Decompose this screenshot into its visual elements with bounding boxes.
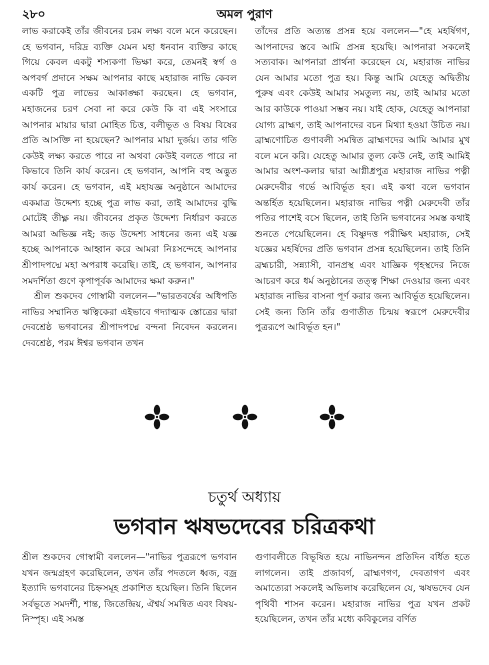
top-right-column xyxy=(255,24,470,336)
running-title: অমল পুরাণ xyxy=(216,7,273,21)
page-number: ২৮০ xyxy=(22,7,46,21)
top-text-section xyxy=(22,24,470,384)
flower-ornament-icon xyxy=(232,404,258,430)
paragraph: শ্রীল শুকদেব গোস্বামী বললেন—"ভারতবর্ষের অধিপতি নাভির সম্মানিত ঋত্বিকেরা এইভাবে গদ্যাত্মক স্তোত্রের দ্বারা দেবশ্রেষ্ঠ ভগবানের শ্রীপাদপদ্মে বন্দনা নিবেদন করলেন। দেবশ্রেষ্ঠ, পরম ঈশ্বর ভগবান তখন xyxy=(22,291,237,349)
flower-ornament-icon xyxy=(144,404,170,430)
chapter-title: ভগবান ঋষভদেবের চরিত্রকথা xyxy=(114,515,375,540)
bottom-left-column xyxy=(22,550,237,628)
chapter-label: চতুর্থ অধ্যায় xyxy=(208,488,281,506)
flower-ornament-icon xyxy=(319,404,345,430)
paragraph: শ্রীল শুকদেব গোস্বামী বললেন—"নাভির পুত্ররূপে ভগবান যখন জন্মগ্রহণ করেছিলেন, তখন তাঁর পদতলে ধ্বজ, বজ্র ইত্যাদি ভগবানের চিহ্নসমূহ প্রকাশিত হয়েছিল। তিনি ছিলেন সর্বভূতে সমদর্শী, শান্ত, জিতেন্দ্রিয়, ঐশ্বর্য সমন্বিত এবং বিষয়-নিস্পৃহ। এই সমস্ত xyxy=(22,552,237,626)
bottom-text-section xyxy=(22,550,470,662)
page-header xyxy=(22,6,467,22)
paragraph: লাভ করাকেই তাঁর জীবনের চরম লক্ষ্য বলে মনে করেছেন। হে ভগবান, দরিদ্র ব্যক্তি যেমন মহা ধনবান ব্যক্তির কাছে গিয়ে কেবল একটু শস্যকণা ভিক্ষা করে, তেমনই স্বর্গ ও অপবর্গ প্রদানে সক্ষম আপনার কাছে মহারাজ নাভি কেবল একটি পুত্র লাভের আকাঙ্ক্ষা করছেন। হে ভগবান, মহাজনের চরণ সেবা না করে কেউ কি বা এই সংসারে আপনার মায়ার দ্বারা মোহিত চিত্ত, বলীভূত ও বিষয় বিষের প্রতি আসক্তি না হয়েছেন? আপনার মায়া দুর্জয়। তার গতি কেউই লক্ষ্য করতে পারে না অথবা কেউই বলতে পারে না কিভাবে তিনি কার্য করেন। হে ভগবান, আপনি বহু অদ্ভুত কার্য করেন। হে ভগবান, এই মহাযজ্ঞ অনুষ্ঠানে আমাদের একমাত্র উদ্দেশ্য হচ্ছে পুত্র লাভ করা, তাই আমাদের বুদ্ধি মোটেই তীক্ষ্ণ নয়। জীবনের প্রকৃত উদ্দেশ্য নির্ধারণ করতে আমরা অভিজ্ঞ নই; জড় উদ্দেশ্য সাধনের জন্য এই যজ্ঞ হচ্ছে আপনাকে আহ্বান করে আমরা নিঃসন্দেহে আপনার শ্রীপাদপদ্মে মহা অপরাধ করেছি। তাই, হে ভগবান, আপনার সমদর্শিতা গুণে কৃপাপূর্বক আমাদের ক্ষমা করুন।" xyxy=(22,26,237,287)
section-divider-ornaments xyxy=(0,404,489,434)
top-left-column xyxy=(22,24,237,351)
paragraph: গুণাবলীতে বিভূষিত হয়ে নাভিনন্দন প্রতিদিন বর্ধিত হতে লাগলেন। তাই প্রজাবর্গ, ব্রাহ্মণগণ, দেবতাগণ এবং অমাত্যেরা সকলেই অভিলাষ করেছিলেন যে, ঋষভদেব যেন পৃথিবী শাসন করেন। মহারাজ নাভির পুত্র যখন প্রকট হয়েছিলেন, তখন তাঁর মধ্যে কবিকুলের বর্ণিত xyxy=(255,552,470,626)
bottom-right-column xyxy=(255,550,470,628)
paragraph: তাঁদের প্রতি অত্যন্ত প্রসন্ন হয়ে বললেন—"হে মহর্ষিগণ, আপনাদের স্তবে আমি প্রসন্ন হয়েছি। আপনারা সকলেই সত্যবাক। আপনারা প্রার্থনা করেছেন যে, মহারাজ নাভির যেন আমার মতো পুত্র হয়। কিন্তু আমি যেহেতু অদ্বিতীয় পুরুষ এবং কেউই আমার সমতুল্য নয়, তাই আমার মতো আর কাউকে পাওয়া সম্ভব নয়। যাই হোক, যেহেতু আপনারা যোগ্য ব্রাহ্মণ, তাই আপনাদের বচন মিথ্যা হওয়া উচিত নয়। ব্রাহ্মণোচিত গুণাবলী সমন্বিত ব্রাহ্মণদের আমি আমার মুখ বলে মনে করি। যেহেতু আমার তুল্য কেউ নেই, তাই আমিই আমার অংশ-কলার দ্বারা আগ্নীধ্রপুত্র মহারাজ নাভির পত্নী মেরুদেবীর গর্ভে আবির্ভূত হব। এই কথা বলে ভগবান অন্তর্হিত হয়েছিলেন। মহারাজ নাভির পত্নী মেরুদেবী তাঁর পতির পাশেই বসে ছিলেন, তাই তিনি ভগবানের সমস্ত কথাই শুনতে পেয়েছিলেন। হে বিষ্ণুদত্ত পরীক্ষিৎ মহারাজ, সেই যজ্ঞের মহর্ষিদের প্রতি ভগবান প্রসন্ন হয়েছিলেন। তাই তিনি ব্রহ্মচারী, সন্ন্যাসী, বানপ্রস্থ এবং যাজ্ঞিক গৃহস্থদের নিজে আচরণ করে ধর্ম অনুষ্ঠানের তত্ত্ব শিক্ষা দেওয়ার জন্য এবং মহারাজ নাভির বাসনা পূর্ণ করার জন্য আবির্ভূত হয়েছিলেন। সেই জন্য তিনি তাঁর গুণাতীত চিন্ময় স্বরূপে মেরুদেবীর পুত্ররূপে আবির্ভূত হন।" xyxy=(255,26,470,334)
